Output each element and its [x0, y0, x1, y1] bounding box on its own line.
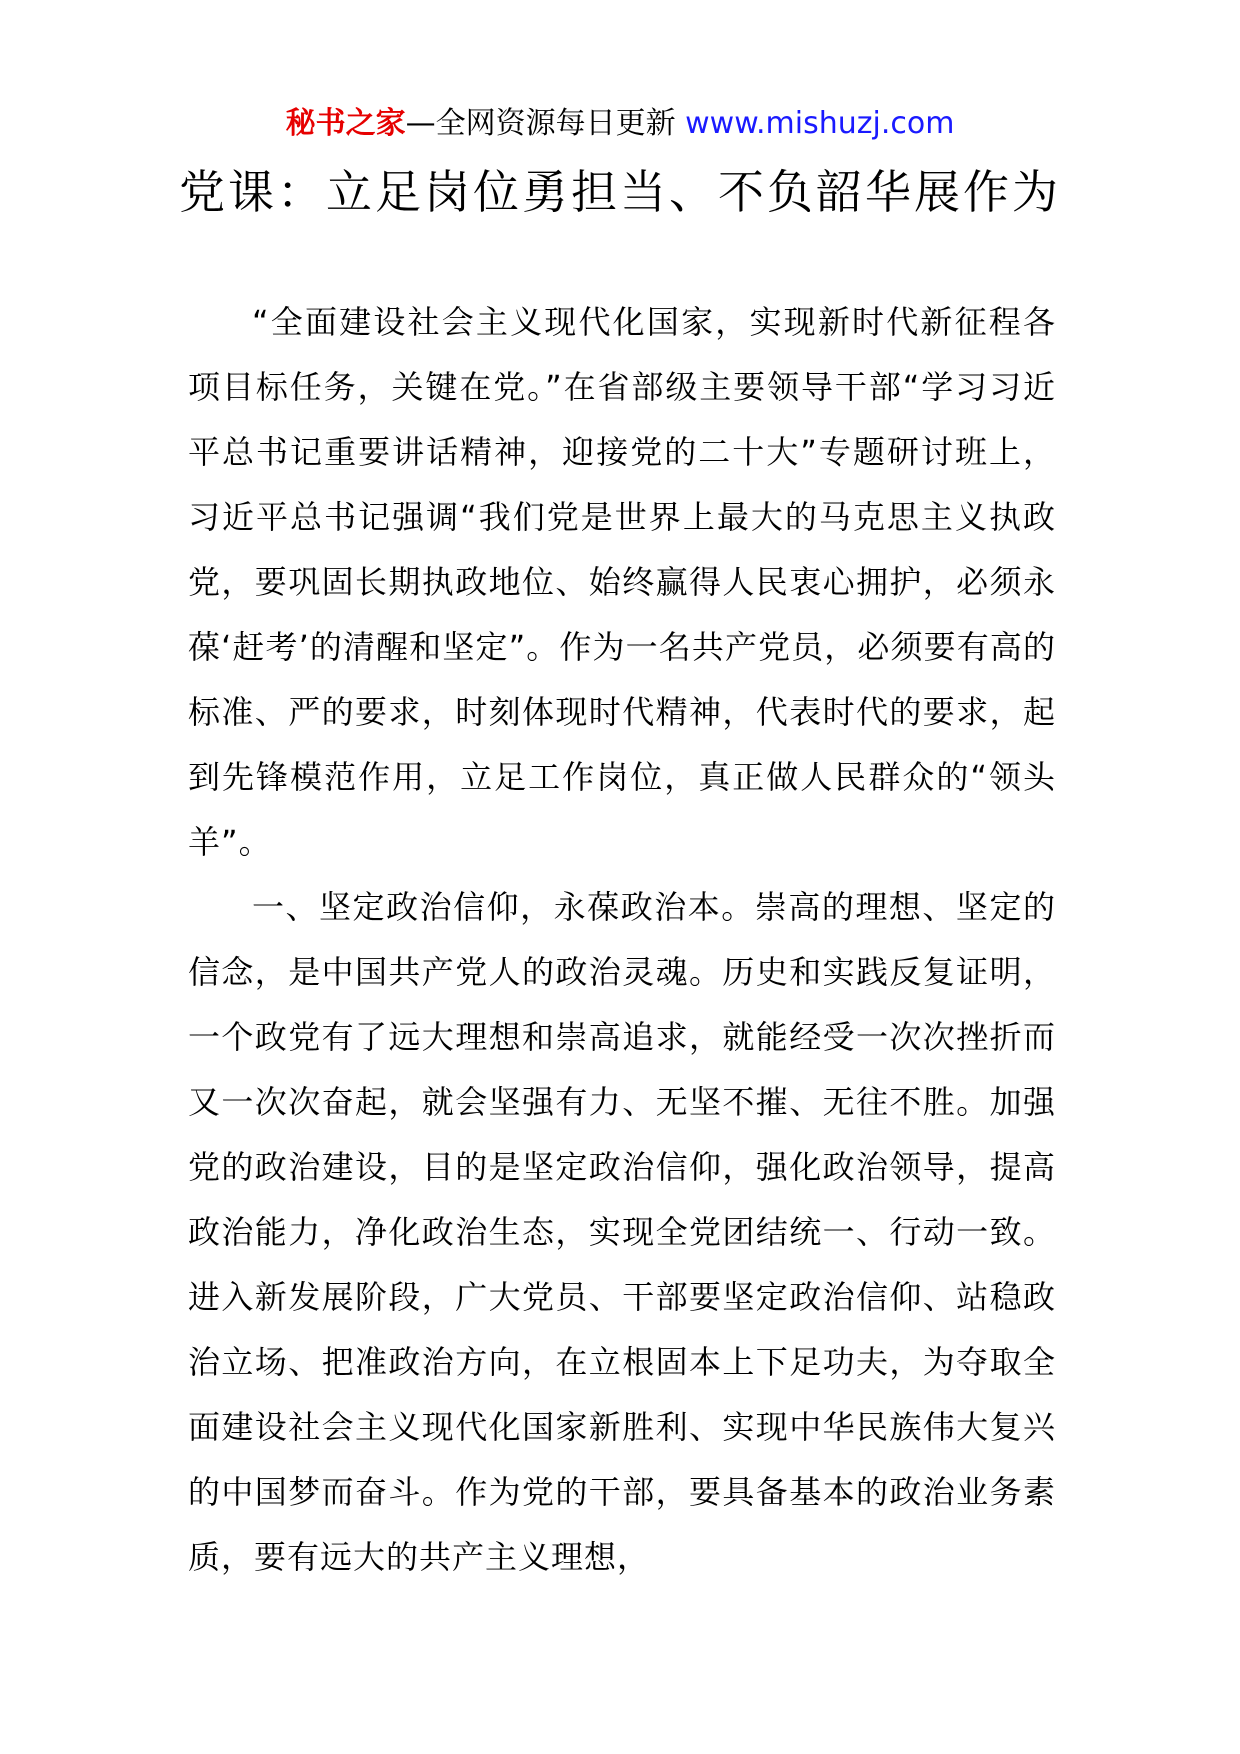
- document-title: 党课：立足岗位勇担当、不负韶华展作为: [179, 165, 1061, 219]
- paragraph-intro: [188, 290, 1056, 875]
- document-body: [188, 290, 1056, 1590]
- header-tagline: —全网资源每日更新: [405, 106, 686, 141]
- section-heading: 一、坚定政治信仰，永葆政治本。: [252, 888, 755, 926]
- brand-name: 秘书之家: [285, 106, 406, 141]
- paragraph-text: 崇高的理想、坚定的信念，是中国共产党人的政治灵魂。历史和实践反复证明，一个政党有了远大理想和崇高追求，就能经受一次次挫折而又一次次奋起，就会坚强有力、无坚不摧、无往不胜。加强党的政治建设，目的是坚定政治信仰，强化政治领导，提高政治能力，净化政治生态，实现全党团结统一、行动一致。进入新发展阶段，广大党员、干部要坚定政治信仰、站稳政治立场、把准政治方向，在立根固本上下足功夫，为夺取全面建设社会主义现代化国家新胜利、实现中华民族伟大复兴的中国梦而奋斗。作为党的干部，要具备基本的政治业务素质，要有远大的共产主义理想，: [188, 888, 1056, 1576]
- header-banner: [0, 102, 1240, 146]
- paragraph-section-1: [188, 875, 1056, 1590]
- paragraph-text: “全面建设社会主义现代化国家，实现新时代新征程各项目标任务，关键在党。”在省部级主要领导干部“学习习近平总书记重要讲话精神，迎接党的二十大”专题研讨班上，习近平总书记强调“我们党是世界上最大的马克思主义执政党，要巩固长期执政地位、始终赢得人民衷心拥护，必须永葆‘赶考’的清醒和坚定”。作为一名共产党员，必须要有高的标准、严的要求，时刻体现时代精神，代表时代的要求，起到先锋模范作用，立足工作岗位，真正做人民群众的“领头羊”。: [188, 303, 1056, 861]
- site-url-link[interactable]: www.mishuzj.com: [685, 106, 955, 141]
